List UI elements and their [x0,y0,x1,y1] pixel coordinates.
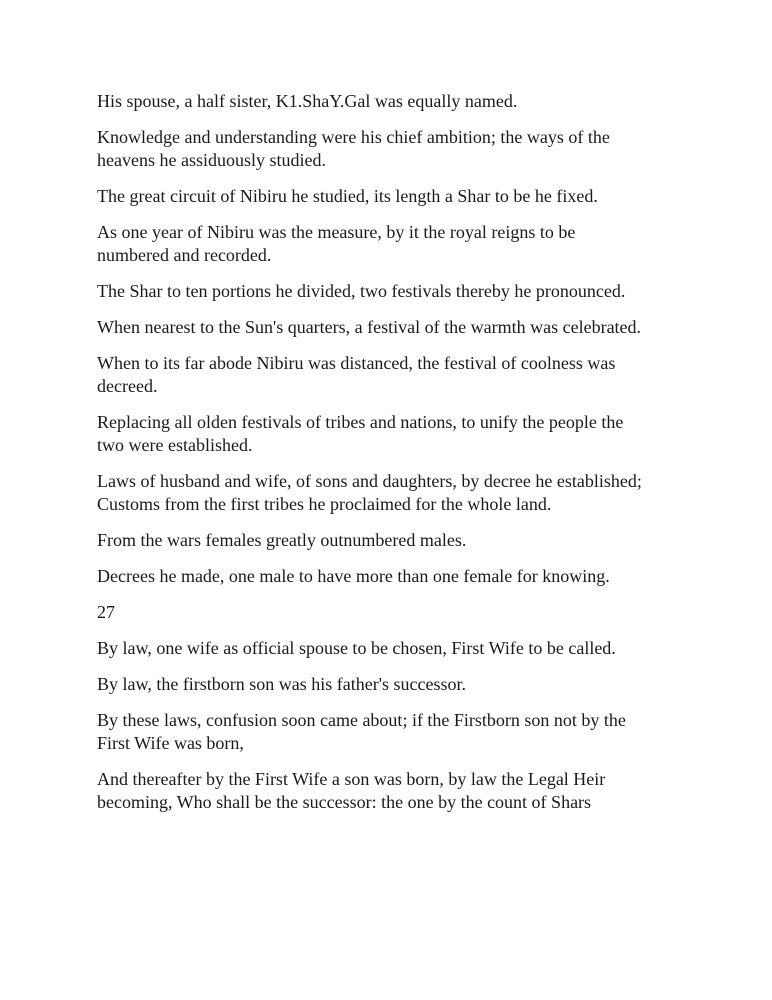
text-line: Replacing all olden festivals of tribes and nations, to unify the people the [97,412,624,432]
paragraph [97,185,697,208]
text-line: His spouse, a half sister, K1.ShaY.Gal was equally named. [97,91,518,111]
paragraph [97,280,697,303]
paragraph [97,470,697,516]
text-line: By law, the firstborn son was his father's successor. [97,674,467,694]
paragraphs-before-page-number [97,90,697,588]
paragraph [97,709,697,755]
paragraph [97,565,697,588]
paragraph [97,126,697,172]
text-line: two were established. [97,435,253,455]
text-line: The great circuit of Nibiru he studied, its length a Shar to be he fixed. [97,186,598,206]
text-body [97,90,697,827]
paragraph [97,673,697,696]
paragraph [97,352,697,398]
text-line: From the wars females greatly outnumbered males. [97,530,467,550]
text-line: Knowledge and understanding were his chief ambition; the ways of the [97,127,610,147]
text-line: As one year of Nibiru was the measure, by it the royal reigns to be [97,222,576,242]
paragraph [97,221,697,267]
text-line: When to its far abode Nibiru was distanced, the festival of coolness was [97,353,616,373]
paragraph [97,90,697,113]
paragraph [97,316,697,339]
text-line: Laws of husband and wife, of sons and daughters, by decree he established; [97,471,642,491]
text-line: When nearest to the Sun's quarters, a festival of the warmth was celebrated. [97,317,642,337]
paragraph [97,768,697,814]
text-line: By these laws, confusion soon came about; if the Firstborn son not by the [97,710,626,730]
paragraph [97,529,697,552]
text-line: By law, one wife as official spouse to be chosen, First Wife to be called. [97,638,616,658]
paragraph [97,637,697,660]
text-line: decreed. [97,376,158,396]
text-line: heavens he assiduously studied. [97,150,326,170]
text-line: First Wife was born, [97,733,244,753]
page-number: 27 [97,602,115,622]
paragraphs-after-page-number [97,637,697,814]
text-line: becoming, Who shall be the successor: the one by the count of Shars [97,792,592,812]
paragraph [97,411,697,457]
text-line: The Shar to ten portions he divided, two festivals thereby he pronounced. [97,281,626,301]
text-line: Customs from the first tribes he proclaimed for the whole land. [97,494,552,514]
text-line: Decrees he made, one male to have more than one female for knowing. [97,566,610,586]
text-line: numbered and recorded. [97,245,272,265]
text-line: And thereafter by the First Wife a son was born, by law the Legal Heir [97,769,606,789]
